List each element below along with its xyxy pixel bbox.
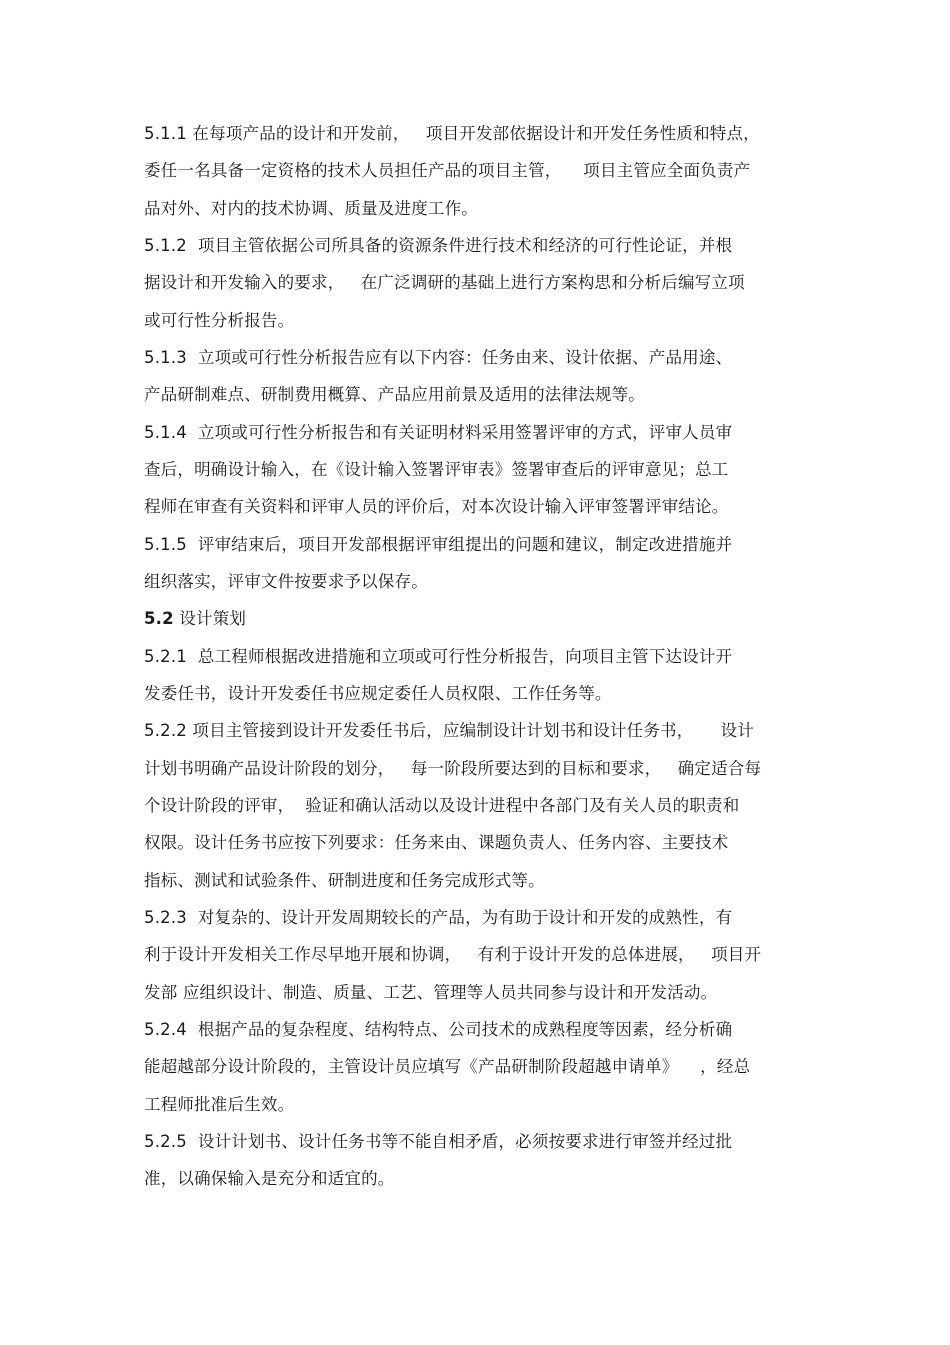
paragraph-line: 能超越部分设计阶段的，主管设计员应填写《产品研制阶段超越申请单》 ，经总: [144, 1057, 751, 1076]
paragraph-line: 程师在审查有关资料和评审人员的评价后，对本次设计输入评审签署评审结论。: [144, 497, 729, 516]
paragraph-line: 5.2.4 根据产品的复杂程度、结构特点、公司技术的成熟程度等因素，经分析确: [144, 1020, 733, 1039]
paragraph-line: 发委任书，设计开发委任书应规定委任人员权限、工作任务等。: [144, 684, 612, 703]
section-heading-title: 设计策划: [179, 609, 247, 628]
paragraph-line: 5.2.2 项目主管接到设计开发委任书后，应编制设计计划书和设计任务书， 设计: [144, 721, 755, 740]
paragraph-line: 5.1.4 立项或可行性分析报告和有关证明材料采用签署评审的方式，评审人员审: [144, 423, 733, 442]
paragraph-line: 5.2.3 对复杂的、设计开发周期较长的产品，为有助于设计和开发的成熟性，有: [144, 908, 733, 927]
paragraph-line: 5.1.1 在每项产品的设计和开发前， 项目开发部依据设计和开发任务性质和特点，: [144, 124, 760, 143]
paragraph-line: 品对外、对内的技术协调、质量及进度工作。: [144, 199, 478, 218]
paragraph-line: 利于设计开发相关工作尽早地开展和协调， 有利于设计开发的总体进展， 项目开: [144, 945, 762, 964]
paragraph-line: 5.2.5 设计计划书、设计任务书等不能自相矛盾，必须按要求进行审签并经过批: [144, 1132, 733, 1151]
section-heading: [144, 608, 246, 630]
paragraph-line: 工程师批准后生效。: [144, 1095, 295, 1114]
paragraph-line: 5.1.3 立项或可行性分析报告应有以下内容：任务由来、设计依据、产品用途、: [144, 348, 733, 367]
paragraph-line: 指标、测试和试验条件、研制进度和任务完成形式等。: [144, 871, 545, 890]
section-heading-number: 5.2: [144, 609, 174, 628]
paragraph-line: 个设计阶段的评审， 验证和确认活动以及设计进程中各部门及有关人员的职责和: [144, 796, 740, 815]
paragraph-line: 5.2.1 总工程师根据改进措施和立项或可行性分析报告，向项目主管下达设计开: [144, 647, 733, 666]
paragraph-line: 发部 应组织设计、制造、质量、工艺、管理等人员共同参与设计和开发活动。: [144, 983, 718, 1002]
paragraph-line: 或可行性分析报告。: [144, 311, 295, 330]
paragraph-line: 5.1.5 评审结束后，项目开发部根据评审组提出的问题和建议，制定改进措施并: [144, 535, 733, 554]
paragraph-line: 5.1.2 项目主管依据公司所具备的资源条件进行技术和经济的可行性论证，并根: [144, 236, 733, 255]
paragraph-line: 计划书明确产品设计阶段的划分， 每一阶段所要达到的目标和要求， 确定适合每: [144, 759, 762, 778]
paragraph-line: 委任一名具备一定资格的技术人员担任产品的项目主管， 项目主管应全面负责产: [144, 161, 751, 180]
paragraph-line: 查后，明确设计输入，在《设计输入签署评审表》签署审查后的评审意见；总工: [144, 460, 729, 479]
paragraph-line: 产品研制难点、研制费用概算、产品应用前景及适用的法律法规等。: [144, 385, 645, 404]
paragraph-line: 据设计和开发输入的要求， 在广泛调研的基础上进行方案构思和分析后编写立项: [144, 273, 745, 292]
paragraph-line: 准，以确保输入是充分和适宜的。: [144, 1169, 395, 1188]
paragraph-line: 权限。设计任务书应按下列要求：任务来由、课题负责人、任务内容、主要技术: [144, 833, 729, 852]
paragraph-line: 组织落实，评审文件按要求予以保存。: [144, 572, 428, 591]
